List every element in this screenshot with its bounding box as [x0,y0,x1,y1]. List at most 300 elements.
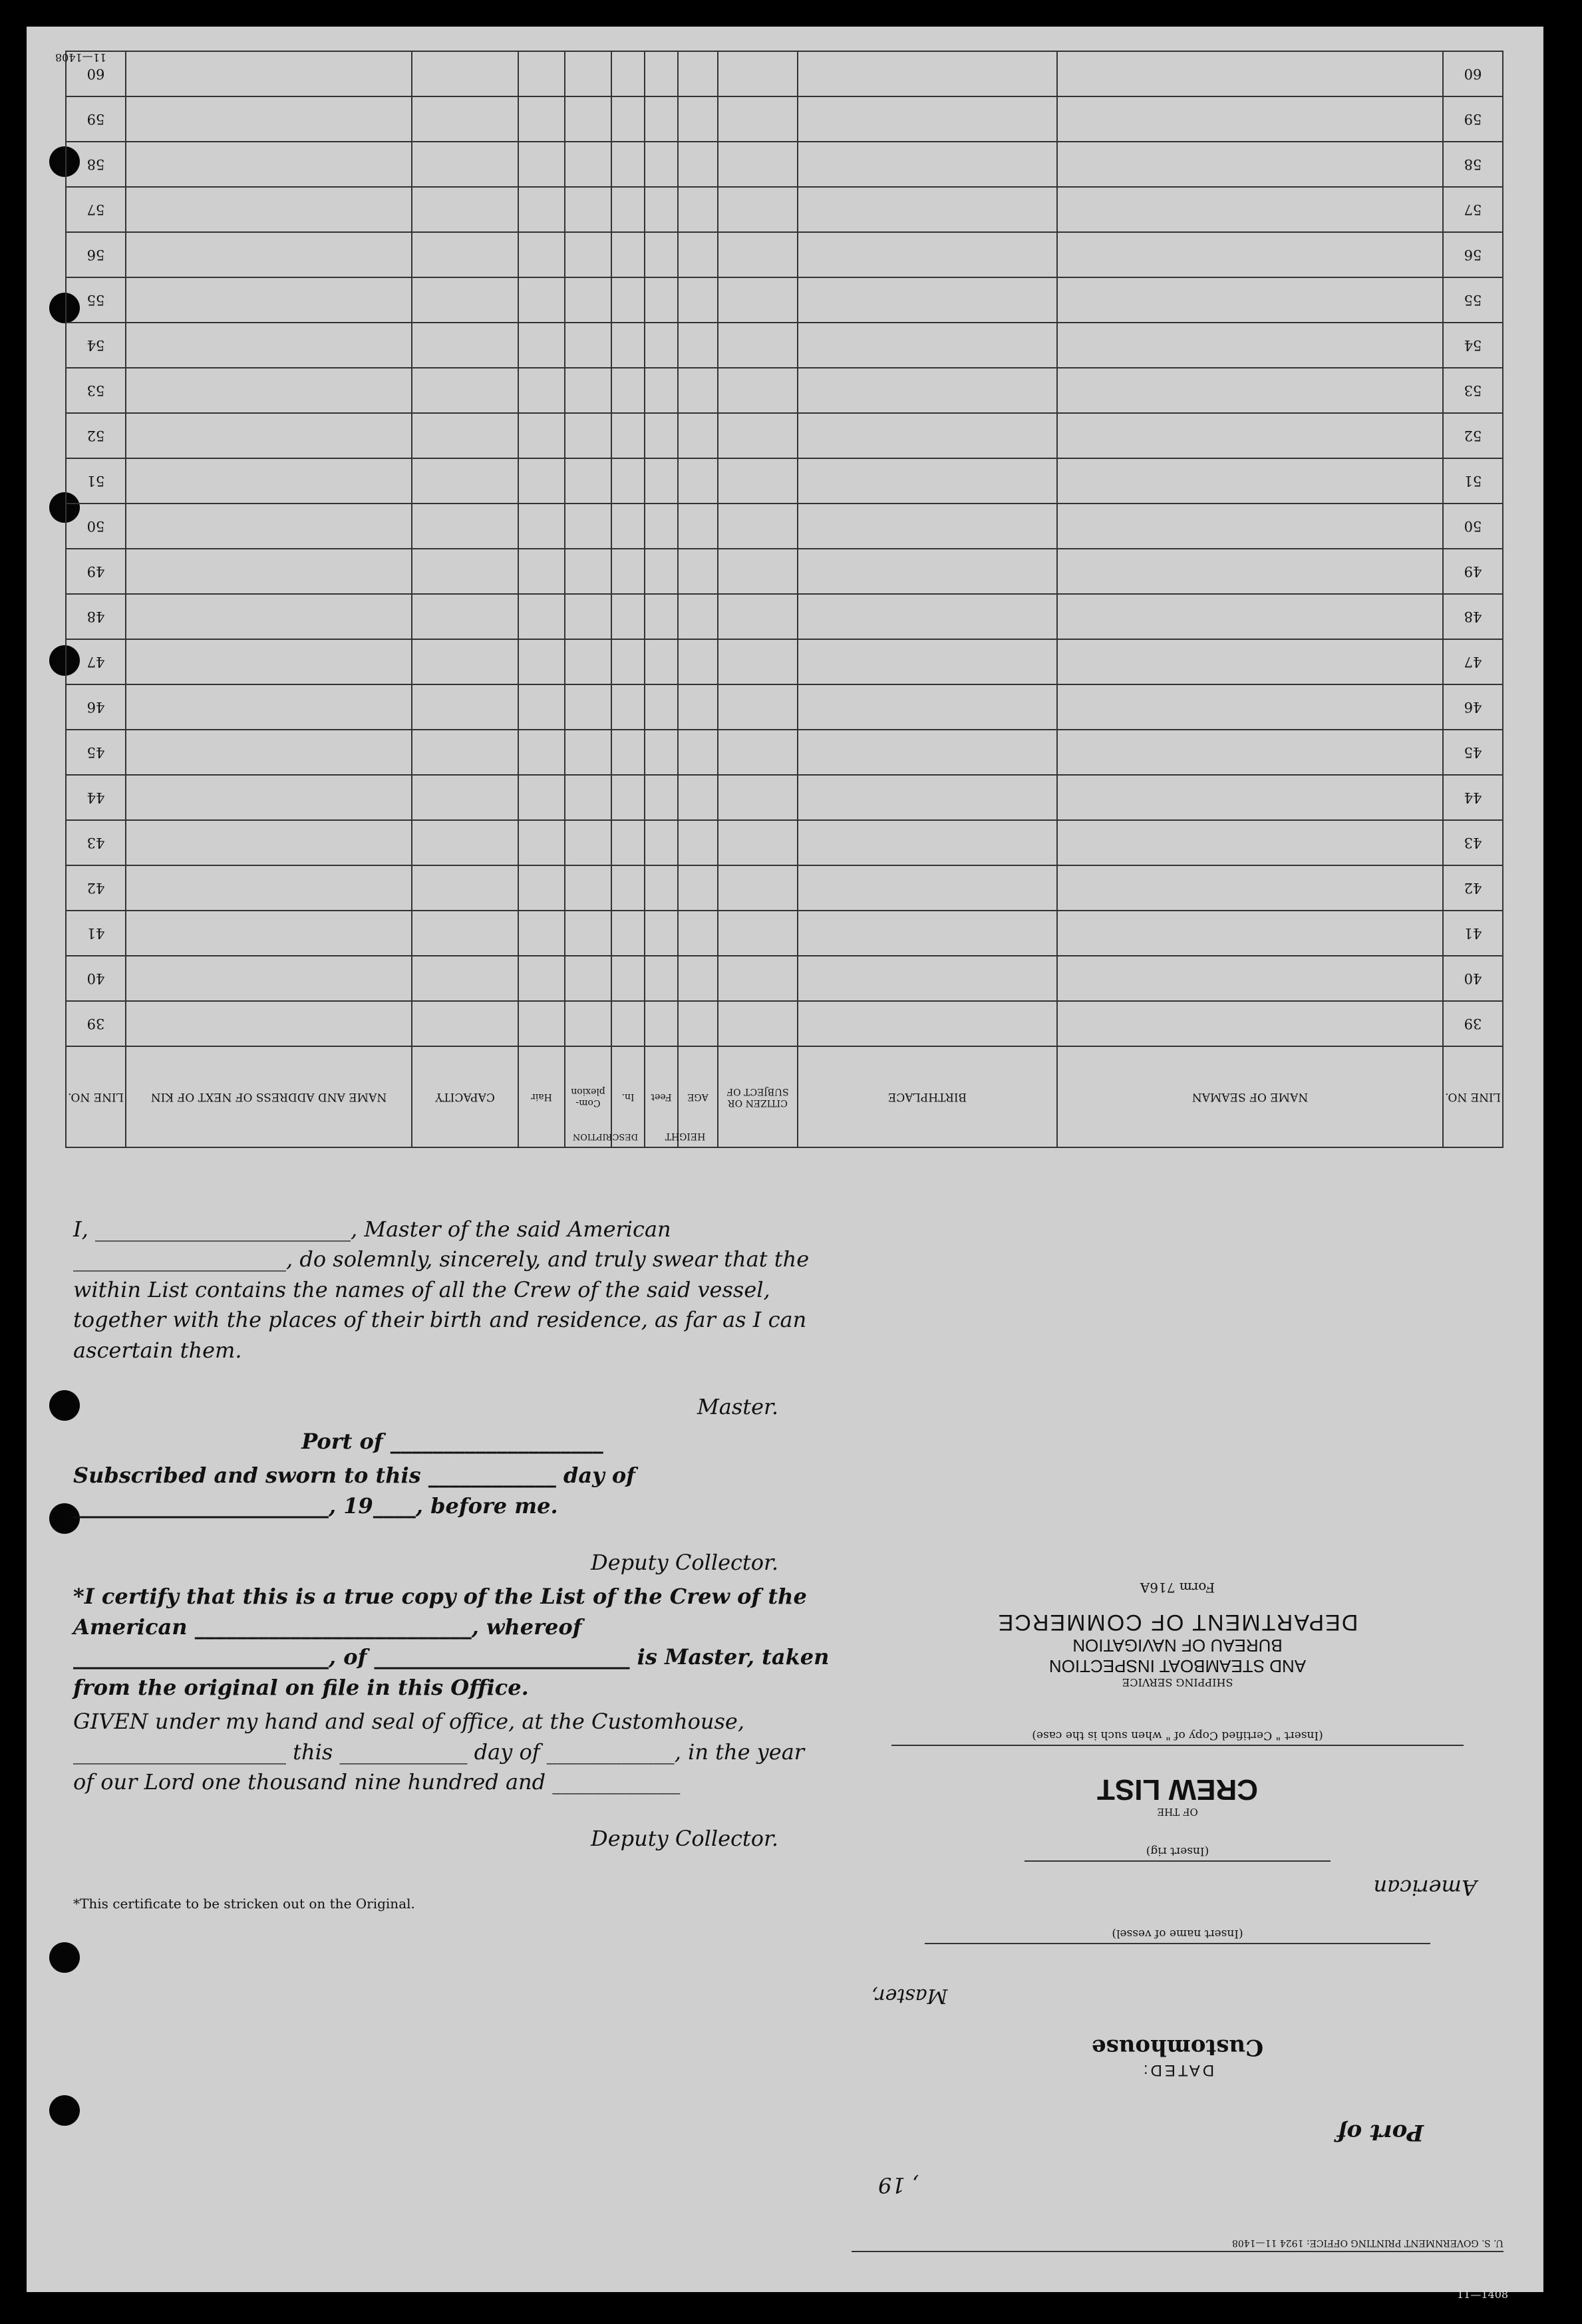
table-row [66,51,1503,96]
header-next-of-kin: NAME AND ADDRESS OF NEXT OF KIN [126,1046,412,1147]
table-cell [518,865,565,911]
table-cell [1057,96,1443,142]
table-cell [126,956,412,1001]
table-cell [518,368,565,413]
table-cell [126,413,412,458]
table-cell [518,96,565,142]
table-cell [678,51,718,96]
table-cell [798,232,1057,277]
line-number-right: 49 [66,549,126,594]
table-cell [678,911,718,956]
table-cell [518,232,565,277]
table-cell [611,549,645,594]
line-number-right: 42 [66,865,126,911]
line-number: 56 [1443,232,1503,277]
line-number-right: 40 [66,956,126,1001]
table-cell [798,775,1057,820]
table-cell [645,96,678,142]
table-cell [126,142,412,187]
line-number-right: 59 [66,96,126,142]
table-cell [798,820,1057,865]
table-cell [412,865,518,911]
table-cell [798,549,1057,594]
line-number: 45 [1443,730,1503,775]
table-cell [645,684,678,730]
line-number: 42 [1443,865,1503,911]
line-number: 55 [1443,277,1503,323]
table-cell [126,775,412,820]
stricken-note: *This certificate to be stricken out on the Original. [73,1895,415,1912]
line-number: 51 [1443,458,1503,504]
header-feet: Feet [645,1046,678,1147]
table-row [66,594,1503,639]
table-cell [798,594,1057,639]
table-cell [518,639,565,684]
table-cell [678,820,718,865]
table-cell [1057,187,1443,232]
crew-table-body [66,51,1503,1046]
table-cell [718,142,798,187]
table-cell [645,142,678,187]
line-number-right: 56 [66,232,126,277]
table-cell [412,96,518,142]
table-cell [412,504,518,549]
table-cell [678,730,718,775]
table-cell [678,956,718,1001]
table-cell [1057,820,1443,865]
table-cell [412,775,518,820]
line-number-right: 58 [66,142,126,187]
table-cell [645,1001,678,1046]
table-cell [798,458,1057,504]
table-cell [645,775,678,820]
table-cell [645,413,678,458]
table-row [66,865,1503,911]
table-cell [718,911,798,956]
table-cell [718,956,798,1001]
line-number: 53 [1443,368,1503,413]
line-number-right: 55 [66,277,126,323]
table-cell [798,413,1057,458]
table-cell [565,368,611,413]
table-cell [565,865,611,911]
line-number-right: 48 [66,594,126,639]
table-cell [412,639,518,684]
table-cell [611,368,645,413]
table-cell [611,956,645,1001]
table-cell [718,1001,798,1046]
table-cell [412,730,518,775]
table-cell [126,458,412,504]
bureau-line-1: BUREAU OF NAVIGATION [1072,1636,1283,1656]
table-cell [565,413,611,458]
line-number-right: 52 [66,413,126,458]
table-row [66,368,1503,413]
table-cell [518,277,565,323]
deputy-collector-1: Deputy Collector. [591,1549,778,1575]
table-cell [798,323,1057,368]
table-cell [678,277,718,323]
table-cell [126,323,412,368]
table-cell [1057,323,1443,368]
table-row [66,1001,1503,1046]
customhouse-label: Customhouse [1091,2034,1264,2061]
table-cell [518,142,565,187]
table-cell [678,187,718,232]
table-cell [611,323,645,368]
table-cell [645,956,678,1001]
table-cell [565,458,611,504]
punch-hole [49,1942,80,1973]
department-name: DEPARTMENT OF COMMERCE [997,1610,1358,1635]
of-the-label: OF THE [1157,1806,1198,1818]
table-cell [412,277,518,323]
table-cell [412,142,518,187]
table-cell [518,51,565,96]
sworn-line: Subscribed and sworn to this ____________ day of ________________________, 19____, before me. [73,1463,635,1519]
punch-hole [49,1390,80,1421]
table-cell [1057,775,1443,820]
header-birthplace: BIRTHPLACE [798,1046,1057,1147]
line-number: 49 [1443,549,1503,594]
certified-copy-note: (Insert " Certified Copy of " when such is the case) [891,1729,1464,1746]
table-cell [1057,594,1443,639]
table-cell [645,911,678,956]
table-cell [1057,865,1443,911]
insert-rig-label: (Insert rig) [1025,1844,1331,1862]
table-cell [565,911,611,956]
scanned-sheet [27,27,1543,2292]
table-cell [518,504,565,549]
shipping-service: SHIPPING SERVICE [1122,1676,1233,1689]
table-header-row [66,1046,1503,1147]
table-cell [1057,142,1443,187]
table-cell [611,458,645,504]
table-cell [1057,911,1443,956]
line-number: 40 [1443,956,1503,1001]
table-cell [412,820,518,865]
table-cell [1057,684,1443,730]
table-cell [412,187,518,232]
table-cell [645,820,678,865]
table-cell [518,1001,565,1046]
table-cell [798,277,1057,323]
table-cell [565,549,611,594]
gpo-imprint: U. S. GOVERNMENT PRINTING OFFICE: 1924 11—1408 [852,2238,1503,2252]
table-cell [126,594,412,639]
table-cell [565,504,611,549]
line-number: 52 [1443,413,1503,458]
table-cell [718,549,798,594]
table-cell [518,323,565,368]
line-number: 43 [1443,820,1503,865]
table-cell [678,594,718,639]
table-cell [645,232,678,277]
insert-name-label: (Insert name of vessel) [925,1927,1430,1944]
table-cell [718,504,798,549]
line-number-right: 57 [66,187,126,232]
crew-table [65,51,1503,1148]
table-cell [645,549,678,594]
table-cell [126,96,412,142]
table-cell [798,51,1057,96]
table-cell [412,911,518,956]
table-cell [718,232,798,277]
table-row [66,684,1503,730]
table-cell [718,96,798,142]
table-cell [798,1001,1057,1046]
table-cell [611,639,645,684]
table-cell [565,142,611,187]
table-cell [1057,730,1443,775]
table-cell [718,865,798,911]
bureau-line-2: AND STEAMBOAT INSPECTION [1048,1656,1307,1676]
certify-paragraph: *I certify that this is a true copy of the List of the Crew of the American __________________________, whereof ________________________, of ________________________ is Master, taken from the original on file in this Office. [73,1584,830,1700]
table-row [66,549,1503,594]
line-number-right: 54 [66,323,126,368]
table-cell [718,413,798,458]
line-number: 50 [1443,504,1503,549]
table-cell [645,51,678,96]
table-cell [645,730,678,775]
table-row [66,730,1503,775]
table-cell [565,775,611,820]
table-cell [678,413,718,458]
table-cell [412,1001,518,1046]
table-cell [645,187,678,232]
table-row [66,775,1503,820]
header-hair: Hair [518,1046,565,1147]
header-description-group: DESCRIPTION [572,1131,639,1141]
line-number: 39 [1443,1001,1503,1046]
line-number: 44 [1443,775,1503,820]
table-cell [518,549,565,594]
line-number-right: 51 [66,458,126,504]
table-cell [718,775,798,820]
table-cell [678,639,718,684]
table-cell [611,232,645,277]
table-cell [718,458,798,504]
line-number-right: 41 [66,911,126,956]
table-cell [645,277,678,323]
table-cell [565,51,611,96]
table-row [66,639,1503,684]
port-line: Port of ____________________ [301,1428,603,1454]
table-cell [412,51,518,96]
table-cell [645,323,678,368]
table-cell [798,96,1057,142]
table-row [66,96,1503,142]
table-row [66,956,1503,1001]
table-cell [518,911,565,956]
table-cell [518,820,565,865]
table-cell [412,594,518,639]
table-cell [412,684,518,730]
table-cell [611,775,645,820]
master-label: Master, [871,1984,948,2007]
table-cell [565,277,611,323]
table-cell [518,187,565,232]
table-cell [798,911,1057,956]
table-cell [126,820,412,865]
table-cell [798,865,1057,911]
table-cell [718,639,798,684]
table-cell [1057,1001,1443,1046]
table-cell [678,142,718,187]
table-cell [611,142,645,187]
table-cell [126,639,412,684]
punch-hole [49,1503,80,1534]
table-cell [412,368,518,413]
table-cell [611,820,645,865]
table-cell [126,504,412,549]
table-row [66,820,1503,865]
port-of-label: Port of [1337,2119,1424,2146]
table-cell [565,323,611,368]
table-cell [678,775,718,820]
table-cell [126,730,412,775]
header-inches: In. [611,1046,645,1147]
line-number-right: 53 [66,368,126,413]
table-cell [126,368,412,413]
dated-label: DATED: [1140,2061,1215,2079]
line-number: 47 [1443,639,1503,684]
table-cell [678,504,718,549]
american-label: American [1373,1875,1477,1900]
table-cell [565,684,611,730]
table-row [66,277,1503,323]
header-citizen: CITIZEN OR SUBJECT OF [718,1046,798,1147]
table-cell [678,368,718,413]
table-cell [126,232,412,277]
table-cell [611,504,645,549]
table-cell [718,51,798,96]
table-cell [1057,458,1443,504]
table-cell [611,594,645,639]
table-cell [565,187,611,232]
table-cell [798,730,1057,775]
table-cell [678,232,718,277]
header-line-no-2: LINE NO. [66,1046,126,1147]
punch-hole [49,2095,80,2126]
table-cell [645,639,678,684]
table-cell [798,187,1057,232]
table-row [66,232,1503,277]
table-row [66,413,1503,458]
table-cell [611,911,645,956]
table-cell [798,142,1057,187]
table-cell [412,413,518,458]
table-cell [718,323,798,368]
table-row [66,504,1503,549]
line-number-right: 60 [66,51,126,96]
table-cell [798,504,1057,549]
table-row [66,187,1503,232]
table-row [66,142,1503,187]
table-cell [1057,504,1443,549]
table-cell [611,277,645,323]
table-cell [718,684,798,730]
table-cell [611,51,645,96]
header-complexion: Com-plexion [565,1046,611,1147]
table-cell [565,956,611,1001]
header-height-group: HEIGHT [665,1131,706,1141]
table-cell [565,96,611,142]
line-number: 46 [1443,684,1503,730]
table-cell [1057,277,1443,323]
table-cell [518,684,565,730]
header-capacity: CAPACITY [412,1046,518,1147]
table-cell [718,820,798,865]
table-cell [611,96,645,142]
table-cell [718,594,798,639]
oath-paragraph: I, ________________________, Master of the said American ____________________, do solemnly, sincerely, and truly swear that the within List contains the names of all the Crew of the said vessel, together with the places of their birth and residence, as far as I can ascertain them. [73,1217,810,1363]
crew-list-title: CREW LIST [1097,1773,1258,1806]
table-cell [718,368,798,413]
table-cell [412,458,518,504]
line-number-right: 43 [66,820,126,865]
table-cell [1057,413,1443,458]
table-cell [518,730,565,775]
table-cell [518,413,565,458]
line-number-right: 44 [66,775,126,820]
table-cell [518,956,565,1001]
table-cell [126,549,412,594]
table-cell [518,775,565,820]
line-number-right: 45 [66,730,126,775]
line-number: 54 [1443,323,1503,368]
table-cell [718,730,798,775]
table-cell [798,956,1057,1001]
table-cell [412,956,518,1001]
line-number-right: 39 [66,1001,126,1046]
table-cell [412,549,518,594]
table-cell [518,458,565,504]
given-paragraph: GIVEN under my hand and seal of office, at the Customhouse, ____________________ this ____________ day of ____________, in the year of our Lord one thousand nine hundred and ____________ [73,1709,805,1795]
table-cell [565,730,611,775]
table-cell [645,594,678,639]
table-cell [126,277,412,323]
table-cell [718,277,798,323]
table-cell [126,684,412,730]
table-cell [412,323,518,368]
table-cell [126,1001,412,1046]
table-cell [565,594,611,639]
line-number: 58 [1443,142,1503,187]
table-cell [718,187,798,232]
table-cell [678,684,718,730]
table-cell [565,1001,611,1046]
table-cell [126,865,412,911]
table-cell [678,865,718,911]
table-cell [611,865,645,911]
table-cell [1057,232,1443,277]
table-cell [565,820,611,865]
table-cell [1057,51,1443,96]
table-cell [1057,956,1443,1001]
table-cell [645,458,678,504]
table-cell [412,232,518,277]
line-number: 59 [1443,96,1503,142]
line-number: 57 [1443,187,1503,232]
table-cell [798,684,1057,730]
table-cell [678,323,718,368]
header-name: NAME OF SEAMAN [1057,1046,1443,1147]
header-line-no: LINE NO. [1443,1046,1503,1147]
header-age: AGE [678,1046,718,1147]
table-cell [565,232,611,277]
bottom-form-number: 11—1408 [55,51,106,64]
